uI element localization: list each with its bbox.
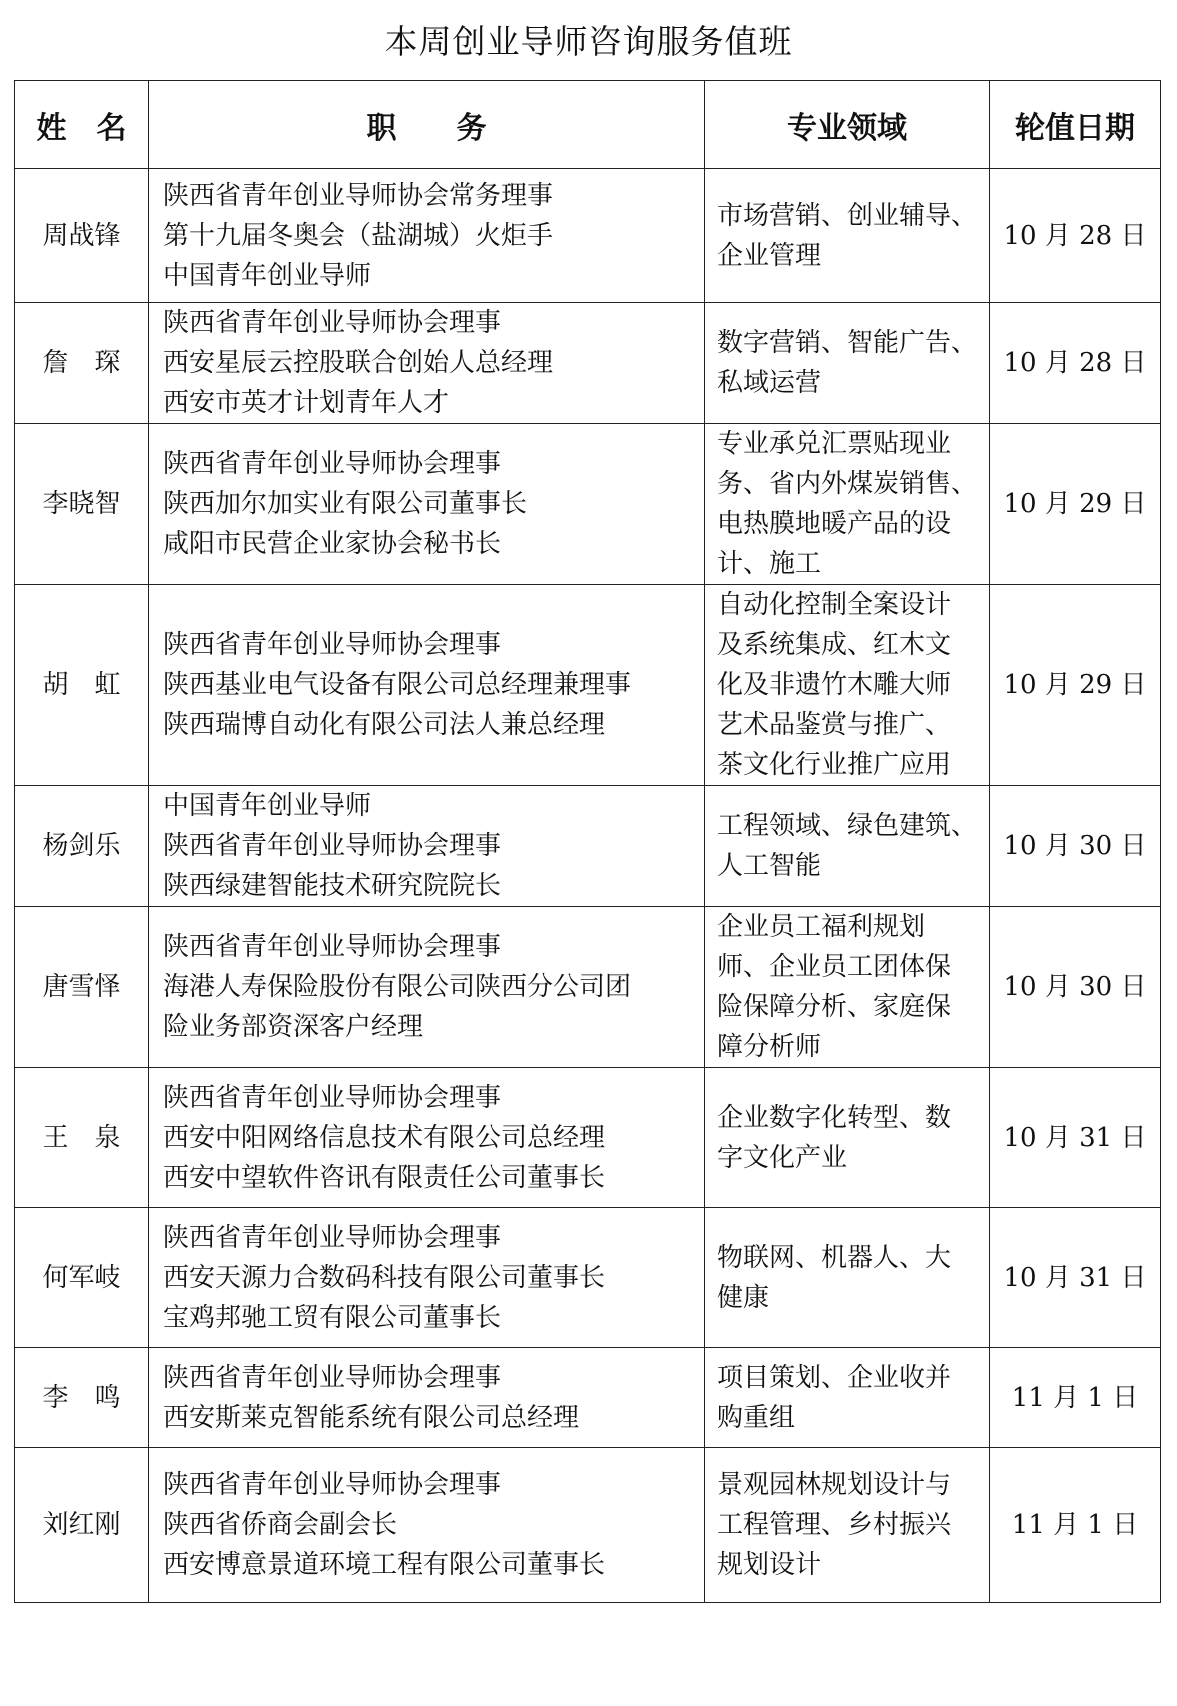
position-line: 海港人寿保险股份有限公司陕西分公司团 bbox=[163, 972, 632, 1002]
duty-date: 10 月 30 日 bbox=[990, 907, 1161, 1068]
table-row bbox=[15, 585, 1161, 786]
mentor-field bbox=[705, 1208, 990, 1348]
position-line: 宝鸡邦驰工贸有限公司董事长 bbox=[163, 1302, 502, 1333]
table-row bbox=[15, 907, 1161, 1068]
mentor-positions bbox=[149, 786, 705, 907]
field-line: 专业承兑汇票贴现业 bbox=[717, 429, 952, 459]
field-line: 字文化产业 bbox=[717, 1142, 848, 1173]
table-row bbox=[15, 1348, 1161, 1448]
mentor-field bbox=[705, 585, 990, 786]
position-line: 中国青年创业导师 bbox=[163, 260, 372, 291]
mentor-positions bbox=[149, 1068, 705, 1208]
field-line: 私域运营 bbox=[717, 368, 822, 398]
position-line: 西安天源力合数码科技有限公司董事长 bbox=[163, 1262, 606, 1293]
field-line: 市场营销、创业辅导、 bbox=[717, 200, 978, 231]
position-line: 咸阳市民营企业家协会秘书长 bbox=[163, 529, 502, 559]
table-row bbox=[15, 424, 1161, 585]
mentor-name: 周战锋 bbox=[15, 169, 149, 303]
position-line: 险业务部资深客户经理 bbox=[163, 1012, 424, 1042]
mentor-positions bbox=[149, 424, 705, 585]
table-row bbox=[15, 303, 1161, 424]
duty-date: 10 月 28 日 bbox=[990, 169, 1161, 303]
duty-date: 10 月 30 日 bbox=[990, 786, 1161, 907]
duty-date: 10 月 31 日 bbox=[990, 1208, 1161, 1348]
field-line: 艺术品鉴赏与推广、 bbox=[717, 710, 952, 740]
field-line: 项目策划、企业收并 bbox=[717, 1362, 952, 1393]
table-row bbox=[15, 1448, 1161, 1603]
table-row bbox=[15, 169, 1161, 303]
position-line: 中国青年创业导师 bbox=[163, 791, 372, 821]
position-line: 陕西省青年创业导师协会理事 bbox=[163, 1082, 502, 1113]
mentor-name: 杨剑乐 bbox=[15, 786, 149, 907]
field-line: 务、省内外煤炭销售、 bbox=[717, 469, 978, 499]
field-line: 物联网、机器人、大 bbox=[717, 1242, 952, 1273]
position-line: 陕西基业电气设备有限公司总经理兼理事 bbox=[163, 670, 632, 700]
field-line: 企业管理 bbox=[717, 240, 822, 271]
position-line: 陕西绿建智能技术研究院院长 bbox=[163, 871, 502, 901]
duty-date: 10 月 28 日 bbox=[990, 303, 1161, 424]
position-line: 陕西瑞博自动化有限公司法人兼总经理 bbox=[163, 710, 606, 740]
mentor-positions bbox=[149, 1348, 705, 1448]
position-line: 第十九届冬奥会（盐湖城）火炬手 bbox=[163, 220, 554, 251]
mentor-field bbox=[705, 1348, 990, 1448]
mentor-positions bbox=[149, 1208, 705, 1348]
mentor-field bbox=[705, 1448, 990, 1603]
mentor-field bbox=[705, 303, 990, 424]
position-line: 西安星辰云控股联合创始人总经理 bbox=[163, 348, 554, 378]
header-row bbox=[15, 81, 1161, 169]
field-line: 规划设计 bbox=[717, 1550, 822, 1580]
field-line: 险保障分析、家庭保 bbox=[717, 992, 952, 1022]
field-line: 茶文化行业推广应用 bbox=[717, 750, 952, 780]
mentor-field bbox=[705, 786, 990, 907]
position-line: 陕西省青年创业导师协会理事 bbox=[163, 449, 502, 479]
position-line: 陕西省青年创业导师协会理事 bbox=[163, 630, 502, 660]
mentor-name: 刘红刚 bbox=[15, 1448, 149, 1603]
duty-date: 10 月 29 日 bbox=[990, 585, 1161, 786]
field-line: 计、施工 bbox=[717, 549, 822, 579]
position-line: 西安博意景道环境工程有限公司董事长 bbox=[163, 1550, 606, 1580]
mentor-field bbox=[705, 424, 990, 585]
mentor-positions bbox=[149, 169, 705, 303]
field-line: 景观园林规划设计与 bbox=[717, 1470, 952, 1500]
field-line: 企业员工福利规划 bbox=[717, 912, 926, 942]
position-line: 西安中望软件咨讯有限责任公司董事长 bbox=[163, 1162, 606, 1193]
field-line: 化及非遗竹木雕大师 bbox=[717, 670, 952, 700]
field-line: 及系统集成、红木文 bbox=[717, 630, 952, 660]
field-line: 人工智能 bbox=[717, 851, 822, 881]
header-date: 轮值日期 bbox=[990, 81, 1161, 169]
mentor-name: 王 泉 bbox=[15, 1068, 149, 1208]
mentor-positions bbox=[149, 585, 705, 786]
position-line: 陕西省侨商会副会长 bbox=[163, 1510, 398, 1540]
table-row bbox=[15, 786, 1161, 907]
field-line: 电热膜地暖产品的设 bbox=[717, 509, 952, 539]
mentor-name: 李 鸣 bbox=[15, 1348, 149, 1448]
duty-table bbox=[14, 80, 1161, 1603]
page-title: 本周创业导师咨询服务值班 bbox=[384, 22, 793, 61]
table-row bbox=[15, 1068, 1161, 1208]
position-line: 西安斯莱克智能系统有限公司总经理 bbox=[163, 1402, 580, 1433]
position-line: 陕西省青年创业导师协会理事 bbox=[163, 932, 502, 962]
mentor-name: 何军岐 bbox=[15, 1208, 149, 1348]
position-line: 陕西省青年创业导师协会理事 bbox=[163, 1470, 502, 1500]
position-line: 陕西省青年创业导师协会理事 bbox=[163, 1362, 502, 1393]
mentor-positions bbox=[149, 303, 705, 424]
field-line: 障分析师 bbox=[717, 1032, 822, 1062]
mentor-positions bbox=[149, 1448, 705, 1603]
position-line: 陕西省青年创业导师协会理事 bbox=[163, 308, 502, 338]
field-line: 师、企业员工团体保 bbox=[717, 952, 952, 982]
mentor-field bbox=[705, 907, 990, 1068]
table-row bbox=[15, 1208, 1161, 1348]
field-line: 购重组 bbox=[717, 1402, 796, 1433]
mentor-positions bbox=[149, 907, 705, 1068]
field-line: 自动化控制全案设计 bbox=[717, 590, 952, 620]
field-line: 企业数字化转型、数 bbox=[717, 1102, 952, 1133]
position-line: 陕西加尔加实业有限公司董事长 bbox=[163, 489, 528, 519]
duty-date: 10 月 29 日 bbox=[990, 424, 1161, 585]
field-line: 工程领域、绿色建筑、 bbox=[717, 811, 978, 841]
duty-date: 10 月 31 日 bbox=[990, 1068, 1161, 1208]
header-field: 专业领域 bbox=[705, 81, 990, 169]
field-line: 健康 bbox=[717, 1282, 770, 1313]
position-line: 陕西省青年创业导师协会理事 bbox=[163, 1222, 502, 1253]
mentor-field bbox=[705, 169, 990, 303]
duty-date: 11 月 1 日 bbox=[990, 1348, 1161, 1448]
field-line: 数字营销、智能广告、 bbox=[717, 328, 978, 358]
position-line: 陕西省青年创业导师协会理事 bbox=[163, 831, 502, 861]
mentor-field bbox=[705, 1068, 990, 1208]
position-line: 西安市英才计划青年人才 bbox=[163, 388, 450, 418]
mentor-name: 李晓智 bbox=[15, 424, 149, 585]
header-title: 职 务 bbox=[149, 81, 705, 169]
header-name: 姓 名 bbox=[15, 81, 149, 169]
mentor-name: 詹 琛 bbox=[15, 303, 149, 424]
mentor-name: 唐雪怿 bbox=[15, 907, 149, 1068]
duty-date: 11 月 1 日 bbox=[990, 1448, 1161, 1603]
mentor-name: 胡 虹 bbox=[15, 585, 149, 786]
position-line: 陕西省青年创业导师协会常务理事 bbox=[163, 180, 554, 211]
table-body bbox=[15, 169, 1161, 1603]
position-line: 西安中阳网络信息技术有限公司总经理 bbox=[163, 1122, 606, 1153]
field-line: 工程管理、乡村振兴 bbox=[717, 1510, 952, 1540]
